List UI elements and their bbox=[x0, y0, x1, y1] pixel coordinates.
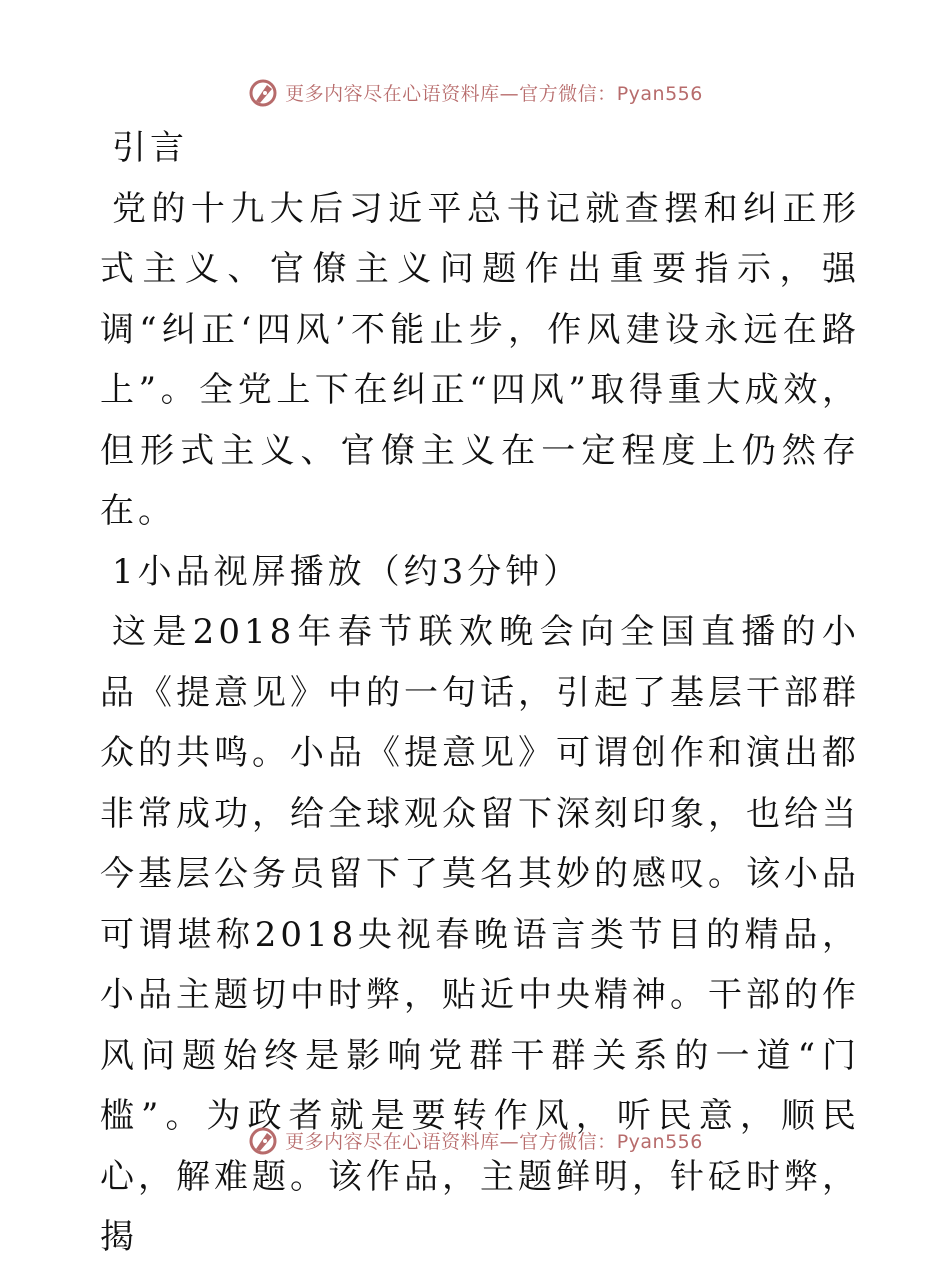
watermark-text bbox=[285, 79, 703, 106]
pen-nib-logo-icon bbox=[247, 76, 279, 108]
paragraph-intro: 党的十九大后习近平总书记就查摆和纠正形式主义、官僚主义问题作出重要指示，强调“纠正‘四风’不能止步，作风建设永远在路上”。全党上下在纠正“四风”取得重大成效，但形式主义、官僚主义在一定程度上仍然存在。 bbox=[100, 188, 860, 531]
watermark-wechat-label: 官方微信： bbox=[519, 82, 617, 105]
watermark-wechat-id: Pyan556 bbox=[616, 1130, 703, 1153]
watermark-separator: — bbox=[499, 82, 520, 105]
watermark-wechat-label: 官方微信： bbox=[519, 1130, 617, 1153]
header-watermark-banner bbox=[0, 72, 950, 112]
watermark-site-name: 更多内容尽在心语资料库 bbox=[285, 82, 500, 105]
watermark-site-name: 更多内容尽在心语资料库 bbox=[285, 1130, 500, 1153]
watermark-text bbox=[285, 1127, 703, 1154]
document-body bbox=[100, 118, 860, 1268]
pen-nib-logo-icon bbox=[247, 1124, 279, 1156]
watermark-separator: — bbox=[499, 1130, 520, 1153]
paragraph-section-1: 这是2018年春节联欢晚会向全国直播的小品《提意见》中的一句话，引起了基层干部群众的共鸣。小品《提意见》可谓创作和演出都非常成功，给全球观众留下深刻印象，也给当今基层公务员留下了莫名其妙的感叹。该小品可谓堪称2018央视春晚语言类节目的精品，小品主题切中时弊，贴近中央精神。干部的作风问题始终是影响党群干群关系的一道“门槛”。为政者就是要转作风，听民意，顺民心，解难题。该作品，主题鲜明，针砭时弊，揭 bbox=[100, 612, 860, 1257]
heading-intro: 引言 bbox=[112, 128, 188, 168]
heading-section-1: 1小品视屏播放（约3分钟） bbox=[112, 551, 582, 592]
watermark-wechat-id: Pyan556 bbox=[616, 82, 703, 105]
footer-watermark-banner bbox=[0, 1120, 950, 1160]
